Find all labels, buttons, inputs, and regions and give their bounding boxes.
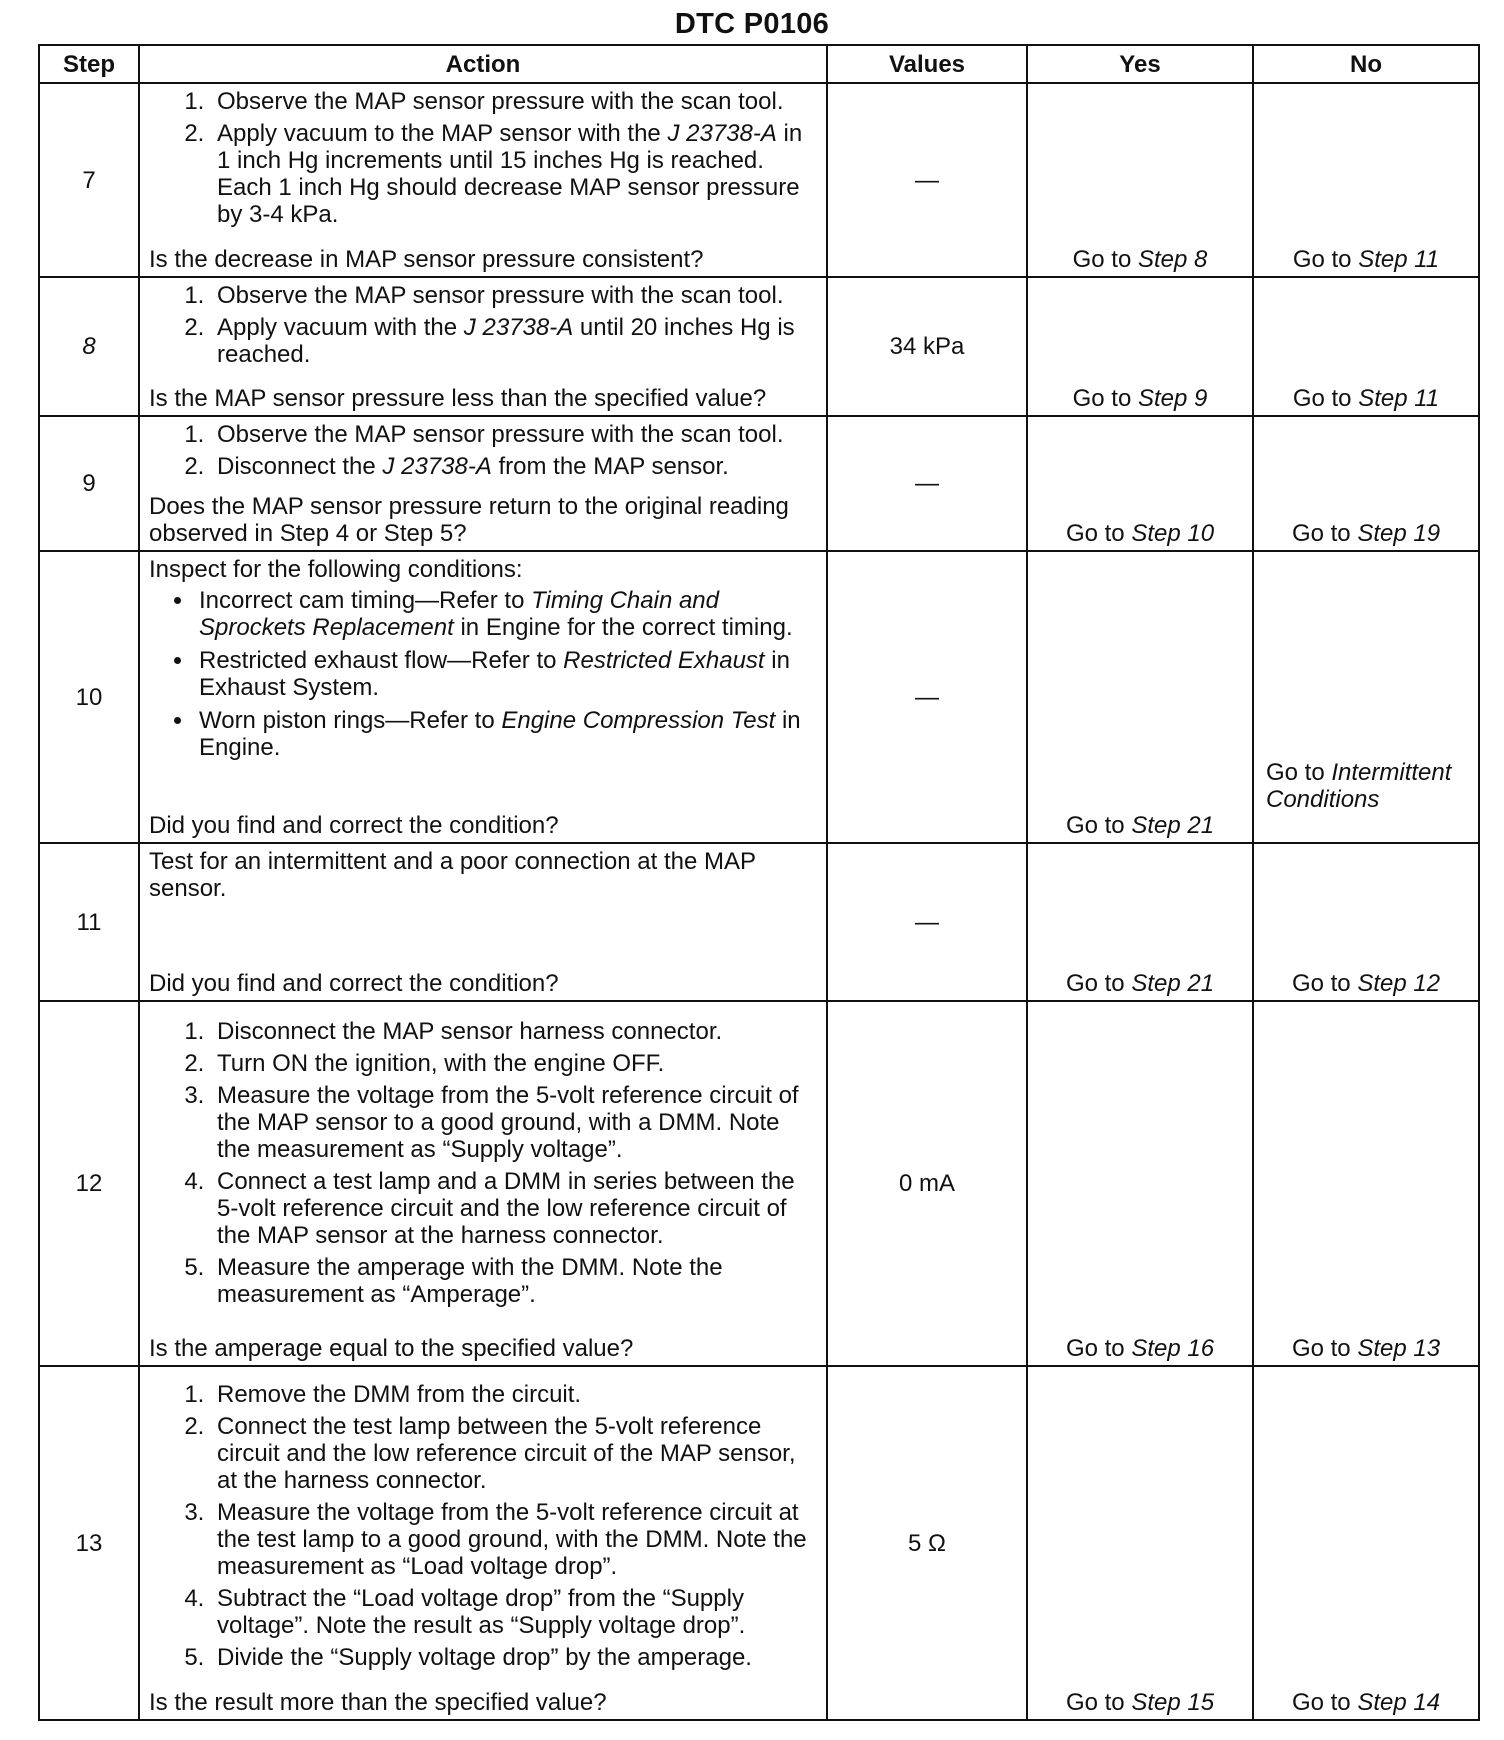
action-cell — [139, 1001, 827, 1366]
action-step: 2. Disconnect the J 23738-A from the MAP sensor. — [211, 453, 818, 480]
action-steps — [149, 1381, 818, 1676]
value-cell: 0 mA — [827, 1001, 1027, 1366]
step-number: 7 — [39, 83, 139, 277]
no-cell: Go to Step 11 — [1253, 277, 1479, 416]
no-target: Step 14 — [1357, 1689, 1441, 1716]
condition-item: • Restricted exhaust flow—Refer to Restricted Exhaust in Exhaust System. — [195, 647, 818, 701]
yes-target: Step 16 — [1131, 1335, 1215, 1362]
doc-reference: Engine Compression Test — [501, 707, 776, 734]
yes-cell: Go to Step 15 — [1027, 1366, 1253, 1720]
no-cell — [1253, 551, 1479, 843]
action-question: Is the amperage equal to the specified value? — [149, 1335, 634, 1362]
no-target: Step 12 — [1357, 970, 1441, 997]
tool-reference: J 23738-A — [667, 120, 777, 147]
value-cell: — — [827, 551, 1027, 843]
header-row — [39, 45, 1479, 83]
header-step: Step — [39, 45, 139, 83]
action-steps — [149, 1018, 818, 1313]
yes-target: Step 15 — [1131, 1689, 1215, 1716]
action-step: 2. Apply vacuum with the J 23738-A until 20 inches Hg is reached. — [211, 314, 818, 368]
no-target: Step 13 — [1357, 1335, 1441, 1362]
yes-target: Step 8 — [1137, 246, 1208, 273]
page-title: DTC P0106 — [674, 8, 830, 40]
yes-cell: Go to Step 21 — [1027, 551, 1253, 843]
no-target: Step 11 — [1358, 385, 1440, 412]
yes-cell: Go to Step 8 — [1027, 83, 1253, 277]
value-cell: 34 kPa — [827, 277, 1027, 416]
action-question: Is the decrease in MAP sensor pressure consistent? — [149, 246, 704, 273]
action-step: 3. Measure the voltage from the 5-volt reference circuit at the test lamp to a good ground, with the DMM. Note the measurement as “Load voltage drop”. — [211, 1499, 818, 1580]
step-number: 13 — [39, 1366, 139, 1720]
no-cell: Go to Step 12 — [1253, 843, 1479, 1001]
tool-reference: J 23738-A — [382, 453, 492, 480]
no-cell: Go to Step 19 — [1253, 416, 1479, 551]
yes-target: Step 10 — [1131, 520, 1215, 547]
no-cell: Go to Step 11 — [1253, 83, 1479, 277]
value-cell: 5 Ω — [827, 1366, 1027, 1720]
condition-item: • Worn piston rings—Refer to Engine Compression Test in Engine. — [195, 707, 818, 761]
action-question: Is the result more than the specified value? — [149, 1689, 607, 1716]
action-question: Is the MAP sensor pressure less than the specified value? — [149, 385, 767, 412]
header-action: Action — [139, 45, 827, 83]
doc-reference: Timing Chain and Sprockets Replacement — [199, 587, 719, 641]
action-question: Does the MAP sensor pressure return to the original reading observed in Step 4 or Step 5? — [149, 493, 789, 547]
action-step: 3. Measure the voltage from the 5-volt reference circuit of the MAP sensor to a good ground, with a DMM. Note the measurement as “Supply voltage”. — [211, 1082, 818, 1163]
action-step: 1. Remove the DMM from the circuit. — [211, 1381, 818, 1408]
step-number: 12 — [39, 1001, 139, 1366]
action-step: 1. Observe the MAP sensor pressure with the scan tool. — [211, 421, 818, 448]
action-steps — [149, 282, 818, 373]
action-cell — [139, 416, 827, 551]
no-target: Step 19 — [1357, 520, 1441, 547]
yes-target: Step 9 — [1137, 385, 1208, 412]
step-number: 10 — [39, 551, 139, 843]
yes-target: Step 21 — [1131, 970, 1215, 997]
no-target: Intermittent Conditions — [1266, 759, 1452, 813]
header-no: No — [1253, 45, 1479, 83]
yes-cell: Go to Step 9 — [1027, 277, 1253, 416]
action-step: 1. Observe the MAP sensor pressure with the scan tool. — [211, 88, 818, 115]
yes-cell: Go to Step 10 — [1027, 416, 1253, 551]
table-row — [39, 843, 1479, 1001]
table-row — [39, 277, 1479, 416]
table-row — [39, 551, 1479, 843]
action-intro: Inspect for the following conditions: — [149, 556, 523, 583]
table-row — [39, 1366, 1479, 1720]
yes-target: Step 21 — [1131, 812, 1215, 839]
action-step: 1. Disconnect the MAP sensor harness connector. — [211, 1018, 818, 1045]
value-cell: — — [827, 843, 1027, 1001]
diagnostic-table — [38, 44, 1480, 1721]
action-steps — [149, 421, 818, 485]
action-question: Did you find and correct the condition? — [149, 812, 559, 839]
no-intermittent-ref: Go to Intermittent Conditions — [1266, 759, 1452, 813]
no-cell: Go to Step 13 — [1253, 1001, 1479, 1366]
action-text: Test for an intermittent and a poor connection at the MAP sensor. — [149, 848, 756, 902]
condition-list — [149, 587, 818, 767]
action-step: 5. Divide the “Supply voltage drop” by the amperage. — [211, 1644, 818, 1671]
action-step: 4. Connect a test lamp and a DMM in series between the 5-volt reference circuit and the low reference circuit of the MAP sensor at the harness connector. — [211, 1168, 818, 1249]
no-cell: Go to Step 14 — [1253, 1366, 1479, 1720]
action-step: 5. Measure the amperage with the DMM. Note the measurement as “Amperage”. — [211, 1254, 818, 1308]
action-step: 2. Apply vacuum to the MAP sensor with the J 23738-A in 1 inch Hg increments until 15 inches Hg is reached. Each 1 inch Hg should decrease MAP sensor pressure by 3-4 kPa. — [211, 120, 818, 228]
action-cell — [139, 551, 827, 843]
step-number: 9 — [39, 416, 139, 551]
action-step: 2. Turn ON the ignition, with the engine OFF. — [211, 1050, 818, 1077]
table-row — [39, 416, 1479, 551]
action-question: Did you find and correct the condition? — [149, 970, 559, 997]
action-cell — [139, 1366, 827, 1720]
table-row — [39, 83, 1479, 277]
doc-reference: Restricted Exhaust — [563, 647, 765, 674]
action-cell — [139, 83, 827, 277]
yes-cell: Go to Step 21 — [1027, 843, 1253, 1001]
tool-reference: J 23738-A — [463, 314, 574, 341]
action-steps — [149, 88, 818, 233]
table-row — [39, 1001, 1479, 1366]
header-yes: Yes — [1027, 45, 1253, 83]
action-cell — [139, 843, 827, 1001]
action-step: 1. Observe the MAP sensor pressure with the scan tool. — [211, 282, 818, 309]
step-number: 8 — [39, 277, 139, 416]
yes-cell: Go to Step 16 — [1027, 1001, 1253, 1366]
step-number: 11 — [39, 843, 139, 1001]
header-values: Values — [827, 45, 1027, 83]
action-step: 2. Connect the test lamp between the 5-volt reference circuit and the low reference circuit of the MAP sensor, at the harness connector. — [211, 1413, 818, 1494]
value-cell: — — [827, 83, 1027, 277]
action-cell — [139, 277, 827, 416]
condition-item: • Incorrect cam timing—Refer to Timing Chain and Sprockets Replacement in Engine for the correct timing. — [195, 587, 818, 641]
no-target: Step 11 — [1358, 246, 1440, 273]
value-cell: — — [827, 416, 1027, 551]
action-step: 4. Subtract the “Load voltage drop” from the “Supply voltage”. Note the result as “Supply voltage drop”. — [211, 1585, 818, 1639]
